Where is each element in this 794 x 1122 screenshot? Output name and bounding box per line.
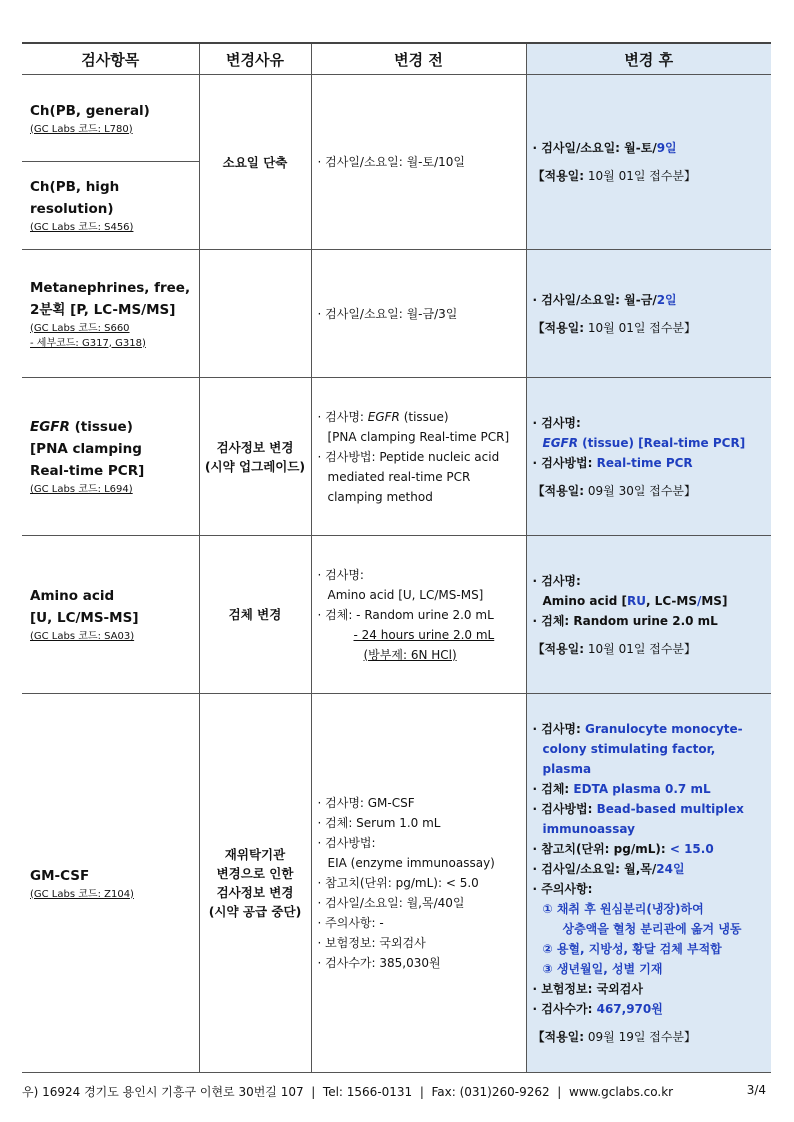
item-name-2: [U, LC/MS-MS] (30, 610, 139, 626)
item-cell (22, 162, 199, 250)
before-line: EIA (enzyme immunoassay) (327, 856, 495, 870)
item-name-2: [PNA clamping (30, 441, 142, 457)
before-cell (311, 536, 526, 694)
after-text: MS] (701, 593, 728, 608)
reason-line: 재위탁기관 (224, 847, 286, 862)
before-line (318, 407, 520, 427)
change-table (22, 42, 771, 1073)
table-row (22, 250, 771, 378)
table-row (22, 75, 771, 162)
after-label: · 검사방법: (532, 455, 597, 470)
after-days (533, 138, 766, 158)
after-cell (526, 250, 771, 378)
header-item: 검사항목 (22, 43, 199, 75)
before-line: · 검사방법: (317, 836, 376, 850)
item-name: Ch(PB, general) (30, 102, 150, 119)
item-name: Metanephrines, free, (30, 279, 191, 296)
item-code: (GC Labs 코드: S660 (30, 322, 130, 334)
item-subcode: - 세부코드: G317, G318) (30, 337, 146, 349)
item-name-2: 2분획 [P, LC-MS/MS] (30, 301, 176, 318)
after-line: ① 채취 후 원심분리(냉장)하여 (542, 902, 704, 916)
reason-line: (시약 공급 중단) (208, 904, 302, 919)
before-line: Amino acid [U, LC/MS-MS] (327, 587, 484, 602)
after-days-value: 2일 (656, 292, 677, 307)
after-rest: (tissue) [Real-time PCR] (577, 435, 746, 450)
apply-date (533, 639, 766, 659)
after-value: RU (626, 593, 646, 608)
after-line (533, 719, 766, 739)
after-cell (526, 378, 771, 536)
after-italic: EGFR (542, 435, 578, 450)
before-line: · 검사일/소요일: 월,목/40일 (317, 896, 465, 910)
before-line: · 보험정보: 국외검사 (317, 936, 426, 950)
after-days-value: 9일 (656, 141, 677, 155)
after-days-label: · 검사일/소요일: 월-금/ (532, 292, 657, 307)
before-text: · 검사일/소요일: 월-금/3일 (317, 306, 458, 321)
after-value: < 15.0 (669, 842, 714, 856)
before-line: · 검사명: (317, 567, 364, 582)
apply-text: 10월 01일 접수분】 (584, 320, 697, 335)
apply-label: 【적용일: (532, 641, 585, 656)
table-row (22, 536, 771, 694)
reason-line: 변경으로 인한 (216, 866, 294, 881)
after-value: 24일 (656, 862, 685, 876)
item-code: (GC Labs 코드: Z104) (30, 888, 134, 900)
after-line: · 주의사항: (532, 882, 593, 896)
after-line: immunoassay (542, 822, 635, 836)
item-name: Amino acid (30, 588, 115, 604)
after-cell (526, 536, 771, 694)
apply-text: 10월 01일 접수분】 (584, 169, 697, 183)
item-name-3: Real-time PCR] (30, 463, 145, 479)
before-line: - 24 hours urine 2.0 mL (353, 627, 495, 642)
item-code: (GC Labs 코드: L780) (30, 123, 133, 135)
after-line: · 검체: Random urine 2.0 mL (532, 613, 718, 628)
after-line (533, 999, 766, 1019)
after-line: ② 용혈, 지방성, 황달 검체 부적합 (542, 942, 722, 956)
before-cell (311, 75, 526, 250)
after-line (533, 839, 766, 859)
apply-date (533, 481, 766, 501)
page-number: 3/4 (746, 1083, 766, 1097)
before-cell (311, 250, 526, 378)
before-line: · 검체: - Random urine 2.0 mL (317, 607, 494, 622)
apply-date (533, 1027, 766, 1047)
after-value: / (696, 593, 702, 608)
after-line: colony stimulating factor, plasma (542, 742, 716, 776)
table-row (22, 694, 771, 1073)
header-after: 변경 후 (526, 43, 771, 75)
reason-line: 검사정보 변경 (216, 885, 294, 900)
after-line (533, 859, 766, 879)
after-line (533, 591, 766, 611)
apply-label: 【적용일: (532, 320, 585, 335)
after-days-label: · 검사일/소요일: 월-토/ (532, 141, 657, 155)
apply-text: 09월 19일 접수분】 (584, 1030, 697, 1044)
after-label: · 참고치(단위: pg/mL): (532, 842, 670, 856)
item-name-italic: EGFR (30, 419, 70, 435)
before-line: mediated real-time PCR (327, 469, 471, 484)
before-label: · 검사명: (317, 409, 368, 424)
before-cell (311, 694, 526, 1073)
before-line: (방부제: 6N HCl) (363, 647, 457, 662)
item-cell (22, 694, 199, 1073)
after-text: , LC-MS (645, 593, 697, 608)
apply-label: 【적용일: (532, 483, 585, 498)
reason-line: 검사정보 변경 (216, 439, 294, 455)
before-line: · 주의사항: - (317, 916, 384, 930)
item-name-rest: (tissue) (69, 419, 133, 435)
before-line: [PNA clamping Real-time PCR] (327, 429, 510, 444)
page-footer (22, 1083, 766, 1100)
after-text: Amino acid [ (542, 593, 627, 608)
after-value: Granulocyte monocyte- (585, 722, 743, 736)
after-cell (526, 694, 771, 1073)
after-value: 467,970원 (596, 1002, 663, 1016)
after-value: Bead-based multiplex (596, 802, 744, 816)
apply-date (533, 166, 766, 186)
item-code: (GC Labs 코드: S456) (30, 222, 134, 233)
header-reason: 변경사유 (199, 43, 311, 75)
header-row (22, 43, 771, 75)
apply-text: 09월 30일 접수분】 (584, 483, 697, 498)
before-cell (311, 378, 526, 536)
before-text: · 검사일/소요일: 월-토/10일 (317, 155, 466, 169)
before-line: · 검사방법: Peptide nucleic acid (317, 449, 500, 464)
after-label: · 검사일/소요일: 월,목/ (532, 862, 657, 876)
item-cell (22, 250, 199, 378)
before-line: clamping method (327, 489, 433, 504)
apply-text: 10월 01일 접수분】 (584, 641, 697, 656)
apply-label: 【적용일: (532, 1030, 585, 1044)
reason-cell: 검체 변경 (199, 536, 311, 694)
before-italic: EGFR (367, 409, 400, 424)
table-row (22, 378, 771, 536)
item-code: (GC Labs 코드: L694) (30, 484, 133, 495)
item-cell (22, 536, 199, 694)
after-line (533, 799, 766, 819)
reason-cell (199, 378, 311, 536)
item-name: GM-CSF (30, 867, 90, 884)
after-value: EDTA plasma 0.7 mL (573, 782, 711, 796)
header-before: 변경 전 (311, 43, 526, 75)
item-cell (22, 378, 199, 536)
item-name: Ch(PB, high resolution) (30, 179, 120, 217)
after-label: · 검사방법: (532, 802, 597, 816)
reason-line: (시약 업그레이드) (204, 458, 306, 474)
item-cell (22, 75, 199, 162)
footer-address: 우) 16924 경기도 용인시 기흥구 이현로 30번길 107 | Tel: 1566-0131 | Fax: (031)260-9262 | www.gclabs.co.kr (22, 1085, 674, 1099)
after-label: · 검체: (532, 782, 574, 796)
after-label: · 검사수가: (532, 1002, 597, 1016)
reason-cell: 소요일 단축 (199, 75, 311, 250)
item-name (30, 416, 193, 438)
after-label: · 검사명: (532, 722, 585, 736)
after-cell (526, 75, 771, 250)
before-line: · 검사수가: 385,030원 (317, 956, 441, 970)
after-line: · 검사명: (532, 415, 581, 430)
apply-label: 【적용일: (532, 169, 585, 183)
after-line: ③ 생년월일, 성별 기재 (542, 962, 663, 976)
after-line (533, 779, 766, 799)
item-code: (GC Labs 코드: SA03) (30, 631, 135, 642)
before-line: · 검체: Serum 1.0 mL (317, 816, 441, 830)
after-line: · 검사명: (532, 573, 581, 588)
after-line (533, 433, 766, 453)
after-value: Real-time PCR (596, 455, 693, 470)
after-line: 상층액을 혈청 분리관에 옮겨 냉동 (562, 922, 742, 936)
after-days (533, 290, 766, 310)
before-line: · 검사명: GM-CSF (317, 796, 415, 810)
before-line: · 참고치(단위: pg/mL): < 5.0 (317, 876, 479, 890)
reason-cell (199, 250, 311, 378)
reason-cell (199, 694, 311, 1073)
apply-date (533, 318, 766, 338)
after-line: · 보험정보: 국외검사 (532, 982, 643, 996)
after-line (533, 453, 766, 473)
before-rest: (tissue) (399, 409, 449, 424)
